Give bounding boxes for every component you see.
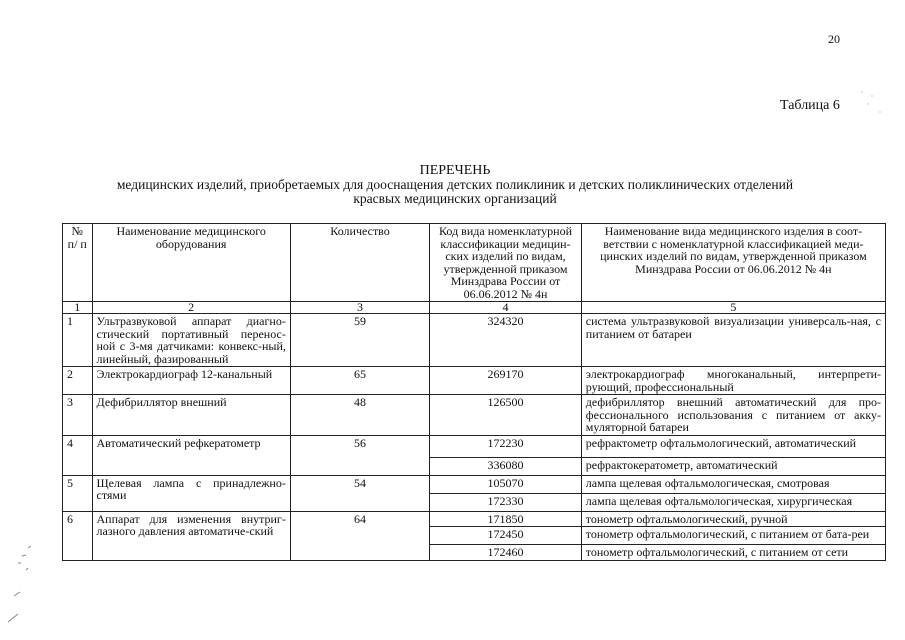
nomenclature-code: 336080 — [430, 457, 582, 475]
quantity: 48 — [290, 395, 429, 436]
quantity: 59 — [290, 314, 429, 367]
nomenclature-code: 324320 — [430, 314, 582, 367]
header-quantity: Количество — [290, 224, 429, 302]
nomenclature-code: 171850 — [430, 511, 582, 527]
row-number: 1 — [63, 314, 93, 367]
quantity: 54 — [290, 475, 429, 511]
quantity: 64 — [290, 511, 429, 560]
device-type-name: рефрактокератометр, автоматический — [581, 457, 885, 475]
device-type-name: дефибриллятор внешний автоматический для про-фессионального использования с питанием от акку-муляторной батареи — [581, 395, 885, 436]
row-number: 6 — [63, 511, 93, 560]
nomenclature-code: 172230 — [430, 435, 582, 457]
quantity: 56 — [290, 435, 429, 475]
nomenclature-code: 172330 — [430, 493, 582, 511]
page-number: 20 — [828, 32, 840, 46]
device-type-name: система ультразвуковой визуализации универсаль-ная, с питанием от батареи — [581, 314, 885, 367]
column-number: 1 — [63, 302, 93, 314]
column-number: 2 — [92, 302, 290, 314]
title-line-1: медицинских изделий, приобретаемых для дооснащения детских поликлиник и детских поликлинических отделений — [116, 177, 794, 192]
nomenclature-code: 172460 — [430, 545, 582, 561]
row-number: 4 — [63, 435, 93, 475]
column-number: 5 — [581, 302, 885, 314]
device-type-name: лампа щелевая офтальмологическая, хирургическая — [581, 493, 885, 511]
column-number: 4 — [430, 302, 582, 314]
device-type-name: тонометр офтальмологический, с питанием от сети — [581, 545, 885, 561]
device-type-name: лампа щелевая офтальмологическая, смотровая — [581, 475, 885, 493]
row-number: 5 — [63, 475, 93, 511]
equipment-name: Электрокардиограф 12-канальный — [92, 367, 290, 395]
equipment-name: Дефибриллятор внешний — [92, 395, 290, 436]
device-type-name: тонометр офтальмологический, ручной — [581, 511, 885, 527]
equipment-name: Щелевая лампа с принадлежно-стями — [92, 475, 290, 511]
row-number: 2 — [63, 367, 93, 395]
nomenclature-code: 105070 — [430, 475, 582, 493]
nomenclature-code: 172450 — [430, 527, 582, 545]
row-number: 3 — [63, 395, 93, 436]
title-main: ПЕРЕЧЕНЬ — [419, 163, 491, 178]
header-type-name: Наименование вида медицинского изделия в соот-ветствии с номенклатурной классификацией меди-цинских изделий по видам, утвержденной приказом Минздрава России от 06.06.2012 № 4н — [581, 224, 885, 302]
device-type-name: электрокардиограф многоканальный, интерпрети-рующий, профессиональный — [581, 367, 885, 395]
header-code: Код вида номенклатурной классификации медицин-ских изделий по видам, утвержденной приказом Минздрава России от 06.06.2012 № 4н — [430, 224, 582, 302]
device-type-name: тонометр офтальмологический, с питанием от бата-реи — [581, 527, 885, 545]
title-line-2: красвых медицинских организаций — [353, 191, 557, 206]
header-num: № п/ п — [63, 224, 93, 302]
header-equipment-name: Наименование медицинского оборудования — [92, 224, 290, 302]
equipment-name: Автоматический рефкератометр — [92, 435, 290, 475]
equipment-name: Ультразвуковой аппарат диагно-стический портативный перенос-ной с 3-мя датчиками: конвекс-ный, линейный, фазированный — [92, 314, 290, 367]
equipment-name: Аппарат для изменения внутриг-лазного давления автоматиче-ский — [92, 511, 290, 560]
nomenclature-code: 126500 — [430, 395, 582, 436]
column-number: 3 — [290, 302, 429, 314]
device-type-name: рефрактометр офтальмологический, автоматический — [581, 435, 885, 457]
quantity: 65 — [290, 367, 429, 395]
table-label: Таблица 6 — [780, 98, 840, 113]
nomenclature-code: 269170 — [430, 367, 582, 395]
